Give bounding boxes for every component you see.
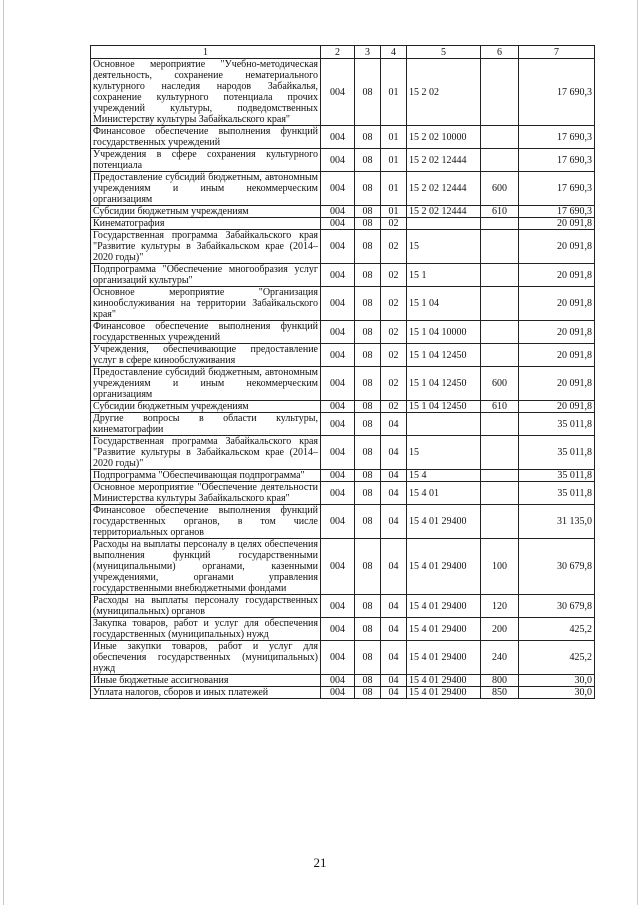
cell-expense-type xyxy=(481,470,519,482)
cell-amount: 30,0 xyxy=(519,675,595,687)
cell-expense-type: 800 xyxy=(481,675,519,687)
cell-expense-type: 100 xyxy=(481,539,519,595)
cell-name: Расходы на выплаты персоналу государственных (муниципальных) органов xyxy=(91,595,321,618)
col-header-expense-type: 6 xyxy=(481,46,519,59)
cell-section: 08 xyxy=(355,641,381,675)
table-row xyxy=(91,321,595,344)
cell-ministry: 004 xyxy=(321,482,355,505)
cell-section: 08 xyxy=(355,287,381,321)
cell-ministry: 004 xyxy=(321,59,355,126)
cell-ministry: 004 xyxy=(321,595,355,618)
cell-section: 08 xyxy=(355,230,381,264)
cell-amount: 20 091,8 xyxy=(519,401,595,413)
col-header-ministry: 2 xyxy=(321,46,355,59)
cell-target-code: 15 4 01 29400 xyxy=(407,641,481,675)
table-row xyxy=(91,172,595,206)
table-row xyxy=(91,539,595,595)
cell-section: 08 xyxy=(355,675,381,687)
cell-expense-type xyxy=(481,436,519,470)
table-row xyxy=(91,230,595,264)
cell-target-code: 15 2 02 12444 xyxy=(407,206,481,218)
cell-ministry: 004 xyxy=(321,264,355,287)
cell-amount: 20 091,8 xyxy=(519,321,595,344)
cell-name: Предоставление субсидий бюджетным, автономным учреждениям и иным некоммерческим организациям xyxy=(91,367,321,401)
cell-target-code: 15 1 xyxy=(407,264,481,287)
cell-name: Иные бюджетные ассигнования xyxy=(91,675,321,687)
cell-name: Государственная программа Забайкальского края "Развитие культуры в Забайкальском крае (2014–2020 годы)" xyxy=(91,436,321,470)
cell-name: Кинематография xyxy=(91,218,321,230)
cell-subsection: 04 xyxy=(381,539,407,595)
table-row xyxy=(91,505,595,539)
cell-subsection: 02 xyxy=(381,367,407,401)
table-row xyxy=(91,470,595,482)
cell-amount: 20 091,8 xyxy=(519,367,595,401)
cell-expense-type: 600 xyxy=(481,367,519,401)
cell-expense-type xyxy=(481,218,519,230)
cell-ministry: 004 xyxy=(321,367,355,401)
cell-ministry: 004 xyxy=(321,675,355,687)
cell-target-code: 15 1 04 12450 xyxy=(407,367,481,401)
cell-expense-type xyxy=(481,264,519,287)
cell-expense-type: 240 xyxy=(481,641,519,675)
header-row xyxy=(91,46,595,59)
cell-expense-type: 610 xyxy=(481,401,519,413)
cell-name: Основное мероприятие "Обеспечение деятельности Министерства культуры Забайкальского края" xyxy=(91,482,321,505)
scan-edge-right xyxy=(637,0,638,905)
cell-subsection: 01 xyxy=(381,172,407,206)
cell-subsection: 04 xyxy=(381,436,407,470)
cell-target-code: 15 xyxy=(407,230,481,264)
cell-subsection: 04 xyxy=(381,595,407,618)
table-row xyxy=(91,687,595,699)
cell-section: 08 xyxy=(355,149,381,172)
table-row xyxy=(91,413,595,436)
cell-ministry: 004 xyxy=(321,539,355,595)
cell-expense-type: 200 xyxy=(481,618,519,641)
cell-section: 08 xyxy=(355,218,381,230)
cell-section: 08 xyxy=(355,126,381,149)
cell-amount: 17 690,3 xyxy=(519,206,595,218)
cell-expense-type xyxy=(481,126,519,149)
table-row xyxy=(91,401,595,413)
cell-target-code xyxy=(407,218,481,230)
cell-section: 08 xyxy=(355,367,381,401)
table-row xyxy=(91,482,595,505)
cell-target-code: 15 1 04 xyxy=(407,287,481,321)
cell-target-code: 15 4 xyxy=(407,470,481,482)
cell-subsection: 01 xyxy=(381,59,407,126)
cell-section: 08 xyxy=(355,264,381,287)
cell-subsection: 02 xyxy=(381,230,407,264)
cell-expense-type xyxy=(481,344,519,367)
cell-expense-type xyxy=(481,59,519,126)
cell-amount: 20 091,8 xyxy=(519,344,595,367)
table-row xyxy=(91,618,595,641)
cell-target-code: 15 4 01 29400 xyxy=(407,505,481,539)
cell-ministry: 004 xyxy=(321,641,355,675)
cell-amount: 17 690,3 xyxy=(519,59,595,126)
table-row xyxy=(91,641,595,675)
cell-subsection: 04 xyxy=(381,505,407,539)
cell-subsection: 04 xyxy=(381,687,407,699)
cell-subsection: 02 xyxy=(381,321,407,344)
cell-subsection: 01 xyxy=(381,206,407,218)
table-row xyxy=(91,675,595,687)
table-row xyxy=(91,218,595,230)
cell-target-code: 15 1 04 12450 xyxy=(407,344,481,367)
cell-target-code: 15 4 01 29400 xyxy=(407,687,481,699)
col-header-subsection: 4 xyxy=(381,46,407,59)
cell-section: 08 xyxy=(355,505,381,539)
cell-amount: 35 011,8 xyxy=(519,470,595,482)
cell-subsection: 02 xyxy=(381,401,407,413)
cell-ministry: 004 xyxy=(321,436,355,470)
cell-name: Предоставление субсидий бюджетным, автономным учреждениям и иным некоммерческим организациям xyxy=(91,172,321,206)
cell-expense-type: 600 xyxy=(481,172,519,206)
cell-subsection: 02 xyxy=(381,218,407,230)
cell-section: 08 xyxy=(355,172,381,206)
cell-target-code: 15 2 02 10000 xyxy=(407,126,481,149)
table-row xyxy=(91,287,595,321)
cell-ministry: 004 xyxy=(321,126,355,149)
cell-ministry: 004 xyxy=(321,218,355,230)
table-row xyxy=(91,436,595,470)
cell-amount: 35 011,8 xyxy=(519,482,595,505)
cell-amount: 20 091,8 xyxy=(519,264,595,287)
cell-target-code: 15 1 04 12450 xyxy=(407,401,481,413)
table-row xyxy=(91,367,595,401)
cell-ministry: 004 xyxy=(321,413,355,436)
cell-amount: 17 690,3 xyxy=(519,172,595,206)
cell-target-code: 15 4 01 29400 xyxy=(407,539,481,595)
cell-section: 08 xyxy=(355,59,381,126)
cell-amount: 17 690,3 xyxy=(519,149,595,172)
cell-amount: 20 091,8 xyxy=(519,218,595,230)
cell-amount: 20 091,8 xyxy=(519,287,595,321)
cell-subsection: 02 xyxy=(381,264,407,287)
cell-amount: 425,2 xyxy=(519,618,595,641)
cell-amount: 425,2 xyxy=(519,641,595,675)
cell-ministry: 004 xyxy=(321,344,355,367)
cell-name: Финансовое обеспечение выполнения функций государственных органов, в том числе территориальных органов xyxy=(91,505,321,539)
cell-target-code: 15 1 04 10000 xyxy=(407,321,481,344)
cell-subsection: 04 xyxy=(381,470,407,482)
cell-expense-type xyxy=(481,149,519,172)
cell-name: Подпрограмма "Обеспечивающая подпрограмма" xyxy=(91,470,321,482)
cell-target-code xyxy=(407,413,481,436)
cell-expense-type xyxy=(481,413,519,436)
table-row xyxy=(91,344,595,367)
cell-expense-type xyxy=(481,321,519,344)
cell-section: 08 xyxy=(355,436,381,470)
cell-expense-type xyxy=(481,482,519,505)
cell-target-code: 15 4 01 29400 xyxy=(407,595,481,618)
col-header-amount: 7 xyxy=(519,46,595,59)
cell-ministry: 004 xyxy=(321,505,355,539)
cell-amount: 17 690,3 xyxy=(519,126,595,149)
col-header-target-code: 5 xyxy=(407,46,481,59)
cell-expense-type: 610 xyxy=(481,206,519,218)
cell-ministry: 004 xyxy=(321,687,355,699)
col-header-section: 3 xyxy=(355,46,381,59)
cell-subsection: 01 xyxy=(381,126,407,149)
cell-section: 08 xyxy=(355,413,381,436)
cell-section: 08 xyxy=(355,206,381,218)
cell-ministry: 004 xyxy=(321,618,355,641)
cell-name: Подпрограмма "Обеспечение многообразия услуг организаций культуры" xyxy=(91,264,321,287)
cell-name: Другие вопросы в области культуры, кинематографии xyxy=(91,413,321,436)
table-row xyxy=(91,126,595,149)
col-header-name: 1 xyxy=(91,46,321,59)
cell-expense-type xyxy=(481,287,519,321)
cell-section: 08 xyxy=(355,687,381,699)
cell-name: Учреждения, обеспечивающие предоставление услуг в сфере кинообслуживания xyxy=(91,344,321,367)
cell-target-code: 15 xyxy=(407,436,481,470)
cell-ministry: 004 xyxy=(321,206,355,218)
cell-ministry: 004 xyxy=(321,149,355,172)
budget-table xyxy=(90,45,595,699)
cell-section: 08 xyxy=(355,595,381,618)
cell-name: Учреждения в сфере сохранения культурного потенциала xyxy=(91,149,321,172)
cell-section: 08 xyxy=(355,539,381,595)
cell-name: Финансовое обеспечение выполнения функций государственных учреждений xyxy=(91,321,321,344)
cell-amount: 20 091,8 xyxy=(519,230,595,264)
cell-subsection: 02 xyxy=(381,344,407,367)
cell-name: Основное мероприятие "Учебно-методическая деятельность, сохранение нематериального культурного наследия народов Забайкалья, сохранение культурного потенциала прочих учреждений культуры, подведомственных Министерству культуры Забайкальского края" xyxy=(91,59,321,126)
table-row xyxy=(91,59,595,126)
cell-name: Закупка товаров, работ и услуг для обеспечения государственных (муниципальных) нужд xyxy=(91,618,321,641)
cell-name: Расходы на выплаты персоналу в целях обеспечения выполнения функций государственными (муниципальными) органами, казенными учреждениями, органами управления государственными внебюджетными фондами xyxy=(91,539,321,595)
page-number: 21 xyxy=(313,855,327,870)
table-row xyxy=(91,149,595,172)
cell-section: 08 xyxy=(355,482,381,505)
cell-section: 08 xyxy=(355,401,381,413)
cell-amount: 30 679,8 xyxy=(519,595,595,618)
table-row xyxy=(91,206,595,218)
cell-amount: 30 679,8 xyxy=(519,539,595,595)
cell-name: Основное мероприятие "Организация кинообслуживания на территории Забайкальского края" xyxy=(91,287,321,321)
cell-name: Субсидии бюджетным учреждениям xyxy=(91,401,321,413)
cell-expense-type: 850 xyxy=(481,687,519,699)
cell-amount: 35 011,8 xyxy=(519,436,595,470)
cell-target-code: 15 4 01 29400 xyxy=(407,618,481,641)
cell-name: Финансовое обеспечение выполнения функций государственных учреждений xyxy=(91,126,321,149)
table-row xyxy=(91,264,595,287)
cell-amount: 30,0 xyxy=(519,687,595,699)
cell-name: Субсидии бюджетным учреждениям xyxy=(91,206,321,218)
cell-name: Государственная программа Забайкальского края "Развитие культуры в Забайкальском крае (2014–2020 годы)" xyxy=(91,230,321,264)
cell-subsection: 04 xyxy=(381,618,407,641)
cell-subsection: 04 xyxy=(381,482,407,505)
cell-target-code: 15 2 02 12444 xyxy=(407,149,481,172)
cell-section: 08 xyxy=(355,470,381,482)
cell-subsection: 02 xyxy=(381,287,407,321)
cell-name: Уплата налогов, сборов и иных платежей xyxy=(91,687,321,699)
cell-ministry: 004 xyxy=(321,287,355,321)
cell-expense-type xyxy=(481,230,519,264)
cell-target-code: 15 4 01 xyxy=(407,482,481,505)
cell-ministry: 004 xyxy=(321,230,355,264)
cell-amount: 31 135,0 xyxy=(519,505,595,539)
cell-ministry: 004 xyxy=(321,172,355,206)
cell-subsection: 04 xyxy=(381,641,407,675)
cell-target-code: 15 4 01 29400 xyxy=(407,675,481,687)
cell-subsection: 04 xyxy=(381,675,407,687)
cell-subsection: 01 xyxy=(381,149,407,172)
cell-ministry: 004 xyxy=(321,321,355,344)
cell-subsection: 04 xyxy=(381,413,407,436)
scan-edge-left xyxy=(3,0,4,905)
cell-amount: 35 011,8 xyxy=(519,413,595,436)
cell-section: 08 xyxy=(355,321,381,344)
cell-ministry: 004 xyxy=(321,401,355,413)
cell-section: 08 xyxy=(355,344,381,367)
cell-ministry: 004 xyxy=(321,470,355,482)
cell-section: 08 xyxy=(355,618,381,641)
cell-target-code: 15 2 02 xyxy=(407,59,481,126)
cell-name: Иные закупки товаров, работ и услуг для обеспечения государственных (муниципальных) нужд xyxy=(91,641,321,675)
cell-expense-type: 120 xyxy=(481,595,519,618)
table-row xyxy=(91,595,595,618)
cell-expense-type xyxy=(481,505,519,539)
cell-target-code: 15 2 02 12444 xyxy=(407,172,481,206)
